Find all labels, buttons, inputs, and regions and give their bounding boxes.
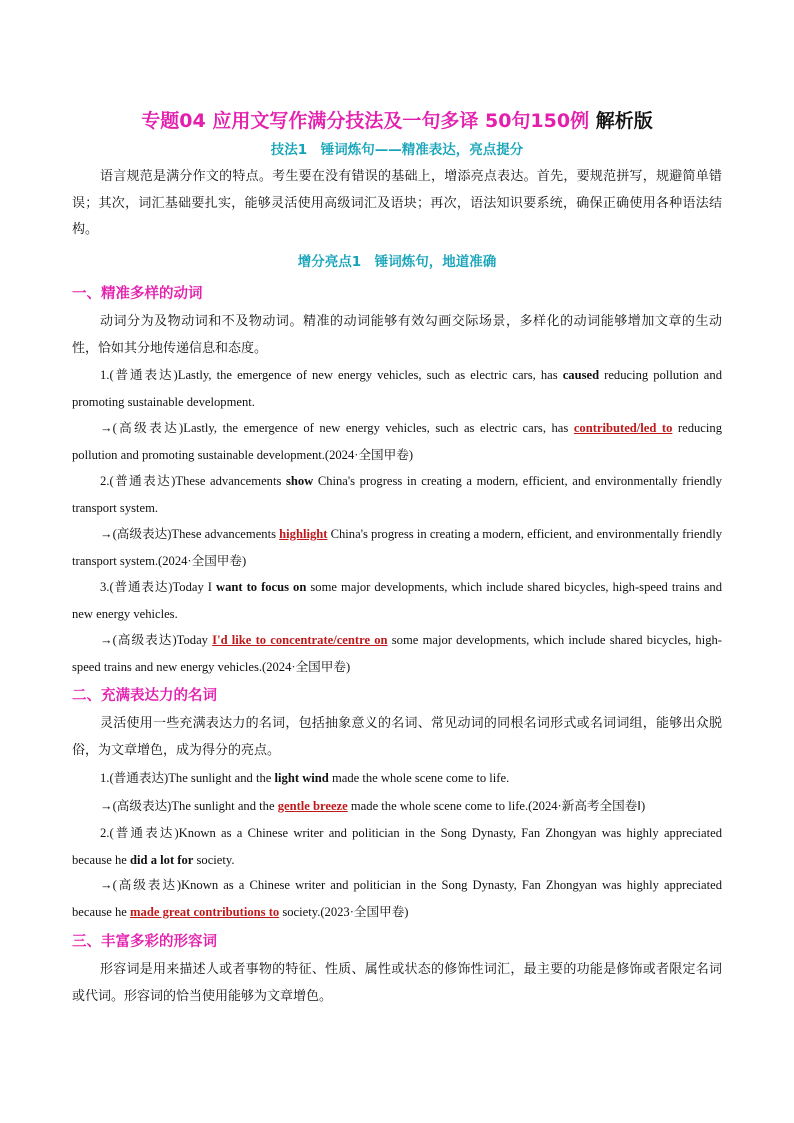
section-heading-nouns: 二、充满表达力的名词 (72, 688, 217, 704)
section-desc-nouns: 灵活使用一些充满表达力的名词，包括抽象意义的名词、常见动词的同根名词形式或名词词组，能够出众脱俗，为文章增色，成为得分的亮点。 (72, 716, 722, 758)
example-5-advanced (72, 872, 722, 925)
example-5-normal (72, 820, 722, 873)
example-text: made the whole scene come to life.(2024·新高考全国卷Ⅰ) (347, 799, 646, 813)
example-4-normal (72, 765, 722, 792)
example-text: →(高级表达)The sunlight and the (100, 799, 278, 813)
example-upgrade: gentle breeze (277, 799, 348, 813)
example-upgrade: made great contributions to (130, 904, 280, 919)
section-desc-verbs: 动词分为及物动词和不及物动词。精准的动词能够有效勾画交际场景，多样化的动词能够增加文章的生动性，恰如其分地传递信息和态度。 (72, 314, 722, 356)
example-text: made the whole scene come to life. (328, 771, 510, 785)
example-text: →(高级表达)Known as a Chinese writer and politician in the Song Dynasty, Fan Zhongyan was highly appreciated because he (72, 878, 722, 919)
section-heading-verbs: 一、精准多样的动词 (72, 286, 203, 302)
technique-heading: 技法1 锤词炼句——精准表达，亮点提分 (270, 142, 524, 158)
example-text: society.(2023·全国甲卷) (279, 904, 409, 919)
example-text: society. (193, 852, 235, 867)
title-suffix: 解析版 (589, 110, 653, 132)
example-keyword: light wind (274, 771, 329, 785)
example-keyword: want to focus on (215, 580, 307, 594)
highlight-heading: 增分亮点1 锤词炼句，地道准确 (297, 254, 497, 270)
example-text: 2.(普通表达)These advancements (100, 474, 286, 488)
example-text: 2.(普通表达)Known as a Chinese writer and politician in the Song Dynasty, Fan Zhongyan was highly appreciated because he (72, 826, 722, 867)
example-text: some major developments, which include shared bicycles, high-speed trains and new energy vehicles. (72, 580, 723, 621)
example-text: 1.(普通表达)Lastly, the emergence of new energy vehicles, such as electric cars, has (100, 368, 563, 382)
example-text: →(高级表达)Lastly, the emergence of new energy vehicles, such as electric cars, has (100, 421, 574, 435)
example-keyword: did a lot for (130, 852, 194, 867)
example-1-advanced (72, 415, 722, 468)
example-text: →(高级表达)These advancements (100, 527, 280, 541)
example-upgrade: I'd like to concentrate/centre on (212, 633, 388, 647)
example-3-normal (72, 574, 722, 627)
example-keyword: caused (562, 368, 600, 382)
section-heading-adjectives: 三、丰富多彩的形容词 (72, 934, 217, 950)
example-text: →(高级表达)Today (100, 633, 213, 647)
example-keyword: show (285, 474, 314, 488)
example-text: 1.(普通表达)The sunlight and the (100, 771, 275, 785)
example-1-normal (72, 362, 722, 415)
intro-paragraph: 语言规范是满分作文的特点。考生要在没有错误的基础上，增添亮点表达。首先，要规范拼写，规避简单错误；其次，词汇基础要扎实，能够灵活使用高级词汇及语块；再次，语法知识要系统，确保正确使用各种语法结构。 (72, 169, 722, 237)
title-main: 专题04 应用文写作满分技法及一句多译 50句150例 (141, 110, 590, 132)
example-upgrade: highlight (279, 527, 328, 541)
example-text: some major developments, which include shared bicycles, high-speed trains and new energy vehicles.(2024·全国甲卷) (72, 633, 722, 674)
section-desc-adjectives: 形容词是用来描述人或者事物的特征、性质、属性或状态的修饰性词汇，最主要的功能是修饰或者限定名词或代词。形容词的恰当使用能够为文章增色。 (72, 962, 722, 1004)
example-text: reducing pollution and promoting sustainable development.(2024·全国甲卷) (72, 421, 722, 462)
example-2-normal (72, 468, 722, 521)
example-text: 3.(普通表达)Today I (100, 580, 216, 594)
example-4-advanced (72, 793, 722, 820)
document-title (0, 106, 794, 133)
example-text: China's progress in creating a modern, efficient, and environmentally friendly transport system.(2024·全国甲卷) (72, 527, 723, 568)
example-upgrade: contributed/led to (573, 421, 673, 435)
example-text: China's progress in creating a modern, efficient, and environmentally friendly transport system. (72, 474, 722, 515)
example-3-advanced (72, 627, 722, 680)
example-2-advanced (72, 521, 722, 574)
example-text: reducing pollution and promoting sustainable development. (72, 368, 722, 409)
